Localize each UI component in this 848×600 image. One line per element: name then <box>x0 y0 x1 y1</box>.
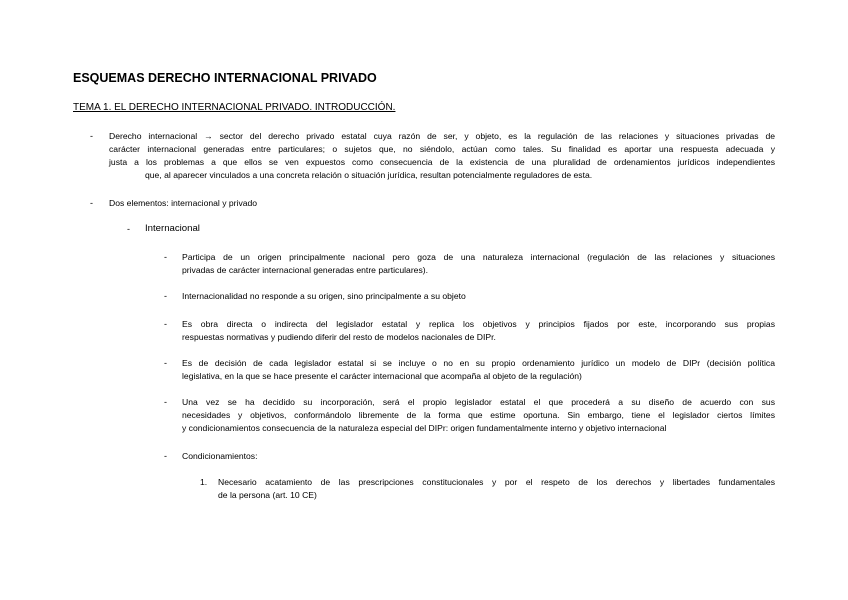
internacionalidad-line: Internacionalidad no responde a su origen, sino principalmente a su objeto <box>182 291 466 301</box>
bullet-dash: - <box>164 451 167 461</box>
list-number: 1. <box>200 477 208 487</box>
decision-paragraph <box>182 357 775 383</box>
definition-line: carácter internacional generadas entre particulares; o sujetos que, no siéndolo, actúan como tales. Su finalidad es aportar una respuesta adecuada y <box>109 144 775 154</box>
una-vez-paragraph <box>182 396 775 435</box>
dos-elementos-item <box>109 197 775 210</box>
obra-line: Es obra directa o indirecta del legislador estatal y replica los objetivos y principios fijados por este, incorporando sus propias <box>182 319 775 329</box>
document-title: ESQUEMAS DERECHO INTERNACIONAL PRIVADO <box>73 71 377 85</box>
condicionamientos-item <box>182 450 775 463</box>
una-vez-line: y condicionamientos consecuencia de la naturaleza especial del DIPr: origen fundamentalmente interno y objetivo internacional <box>182 423 667 433</box>
definition-line: que, al aparecer vinculados a una concreta relación o situación jurídica, resultan potencialmente reguladores de esta. <box>145 170 593 180</box>
bullet-dash: - <box>90 131 93 141</box>
necesario-paragraph <box>218 476 775 502</box>
necesario-line: Necesario acatamiento de las prescripciones constitucionales y por el respeto de los derechos y libertades fundamentales <box>218 477 775 487</box>
section-title: TEMA 1. EL DERECHO INTERNACIONAL PRIVADO. INTRODUCCIÓN. <box>73 102 396 113</box>
decision-line: legislativa, en la que se hace presente el carácter internacional que acompaña al objeto de la regulación) <box>182 371 582 381</box>
bullet-dash: - <box>127 224 130 234</box>
necesario-line: de la persona (art. 10 CE) <box>218 490 317 500</box>
condicionamientos-text: Condicionamientos: <box>182 451 258 461</box>
una-vez-line: Una vez se ha decidido su incorporación, será el propio legislador estatal el que procederá a su diseño de acuerdo con sus <box>182 397 775 407</box>
definition-paragraph <box>109 130 775 182</box>
definition-line: Derecho internacional → sector del derecho privado estatal cuya razón de ser, y objeto, es la regulación de las relaciones y situaciones privadas de <box>109 131 775 141</box>
decision-line: Es de decisión de cada legislador estatal si se incluye o no en su propio ordenamiento jurídico un modelo de DIPr (decisión política <box>182 358 775 368</box>
bullet-dash: - <box>164 358 167 368</box>
bullet-dash: - <box>164 397 167 407</box>
obra-line: respuestas normativas y pudiendo diferir del resto de modelos nacionales de DIPr. <box>182 332 496 342</box>
participa-line: privadas de carácter internacional generadas entre particulares). <box>182 265 429 275</box>
participa-line: Participa de un origen principalmente nacional pero goza de una naturaleza internacional (regulación de las relaciones y situaciones <box>182 252 775 262</box>
internacionalidad-paragraph <box>182 290 775 303</box>
obra-paragraph <box>182 318 775 344</box>
internacional-item <box>145 222 745 235</box>
una-vez-line: necesidades y objetivos, conformándolo libremente de la forma que estime oportuna. Sin embargo, tiene el legislador ciertos límites <box>182 410 775 420</box>
bullet-dash: - <box>164 291 167 301</box>
internacional-text: Internacional <box>145 223 200 234</box>
bullet-dash: - <box>164 319 167 329</box>
bullet-dash: - <box>164 252 167 262</box>
participa-paragraph <box>182 251 775 277</box>
bullet-dash: - <box>90 198 93 208</box>
definition-line: justa a los problemas a que ellos se ven expuestos como consecuencia de la existencia de una pluralidad de ordenamientos jurídicos independientes <box>109 157 775 167</box>
dos-elementos-text: Dos elementos: internacional y privado <box>109 198 258 208</box>
